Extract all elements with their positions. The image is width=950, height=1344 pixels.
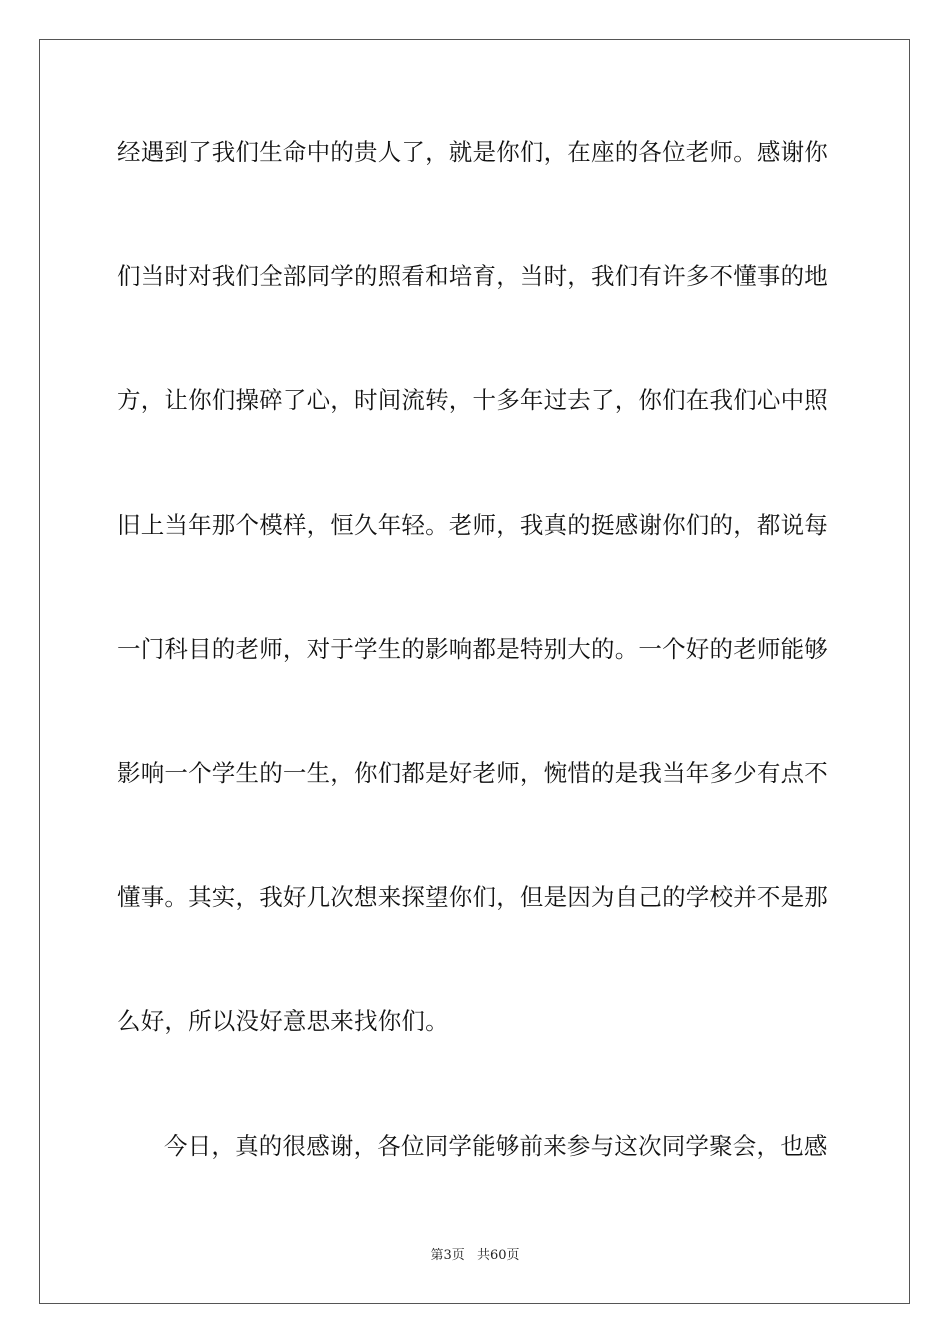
paragraph-line-5: 一门科目的老师，对于学生的影响都是特别大的。一个好的老师能够 (117, 635, 828, 663)
paragraph-line-1: 经遇到了我们生命中的贵人了，就是你们，在座的各位老师。感谢你 (117, 138, 828, 166)
paragraph-line-4: 旧上当年那个模样，恒久年轻。老师，我真的挺感谢你们的，都说每 (117, 511, 828, 539)
paragraph-line-7: 懂事。其实，我好几次想来探望你们，但是因为自己的学校并不是那 (117, 883, 828, 911)
page-footer (0, 1247, 950, 1265)
page-total: 共60页 (476, 1248, 520, 1263)
paragraph-line-3: 方，让你们操碎了心，时间流转，十多年过去了，你们在我们心中照 (117, 386, 828, 414)
paragraph-line-6: 影响一个学生的一生，你们都是好老师，惋惜的是我当年多少有点不 (117, 759, 828, 787)
page-number: 第3页 (430, 1248, 465, 1263)
paragraph-line-2: 们当时对我们全部同学的照看和培育，当时，我们有许多不懂事的地 (117, 262, 828, 290)
page-border (39, 39, 910, 1304)
paragraph-line-8: 么好，所以没好意思来找你们。 (117, 1007, 449, 1035)
paragraph-line-9: 今日，真的很感谢，各位同学能够前来参与这次同学聚会，也感 (164, 1132, 828, 1160)
